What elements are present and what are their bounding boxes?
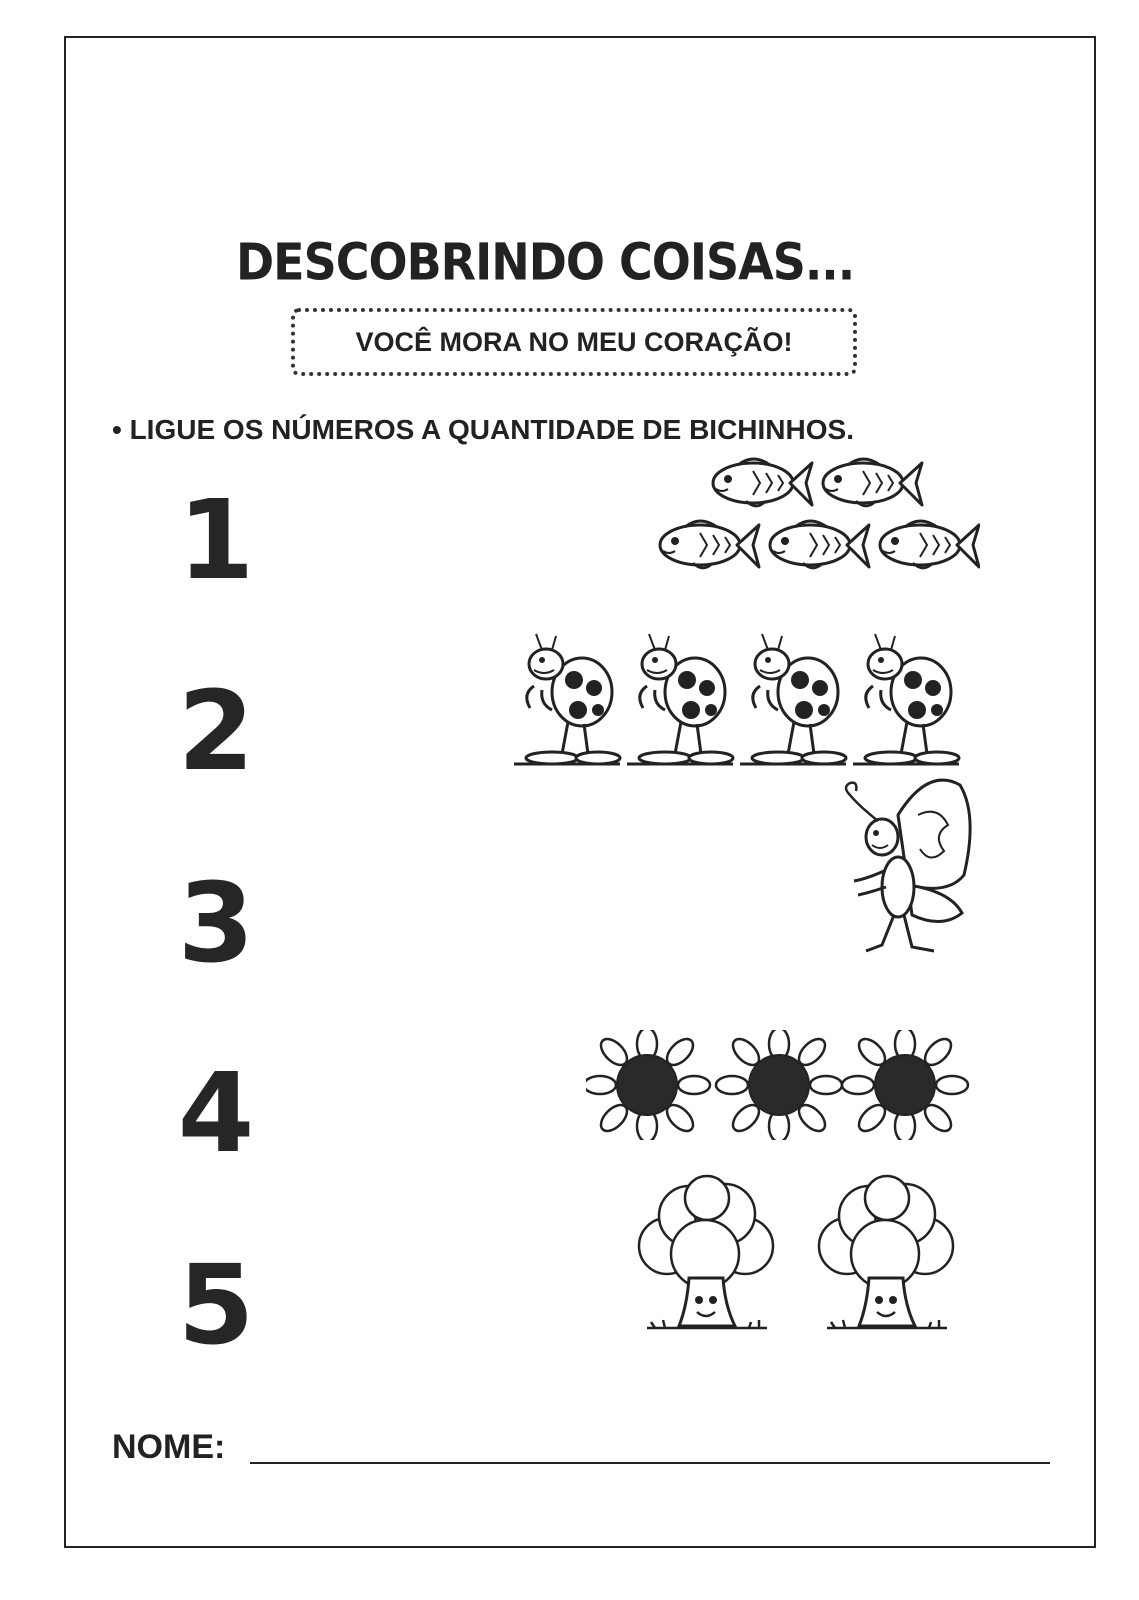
ladybug-icon bbox=[514, 634, 620, 764]
fish-group bbox=[650, 445, 980, 585]
ladybug-icon bbox=[627, 634, 733, 764]
subtitle-text: VOCÊ MORA NO MEU CORAÇÃO! bbox=[355, 326, 793, 357]
instruction-text: • LIGUE OS NÚMEROS A QUANTIDADE DE BICHINHOS. bbox=[112, 414, 854, 445]
butterfly-icon bbox=[846, 780, 970, 951]
number-5: 5 bbox=[177, 1241, 255, 1369]
subtitle-box bbox=[291, 308, 857, 376]
fish-icon bbox=[880, 521, 979, 568]
name-label: NOME: bbox=[112, 1428, 226, 1466]
sunflower-icon bbox=[586, 1030, 710, 1140]
fish-icon bbox=[770, 521, 869, 568]
butterfly-group bbox=[838, 775, 978, 965]
fish-icon bbox=[660, 521, 759, 568]
sunflower-icon bbox=[842, 1030, 968, 1140]
page-title: DESCOBRINDO COISAS... bbox=[236, 232, 855, 292]
ladybug-icon bbox=[740, 634, 846, 764]
tree-icon bbox=[819, 1176, 953, 1328]
number-1: 1 bbox=[177, 476, 255, 604]
ladybug-group bbox=[512, 628, 962, 773]
sunflower-group bbox=[586, 1030, 976, 1140]
sunflower-icon bbox=[716, 1030, 842, 1140]
number-4: 4 bbox=[177, 1049, 255, 1177]
ladybug-icon bbox=[853, 634, 959, 764]
fish-icon bbox=[713, 459, 812, 506]
number-2: 2 bbox=[177, 667, 255, 795]
tree-group bbox=[625, 1168, 975, 1348]
tree-icon bbox=[639, 1176, 773, 1328]
fish-icon bbox=[823, 459, 922, 506]
number-3: 3 bbox=[177, 859, 255, 987]
name-input-line[interactable] bbox=[250, 1462, 1050, 1464]
